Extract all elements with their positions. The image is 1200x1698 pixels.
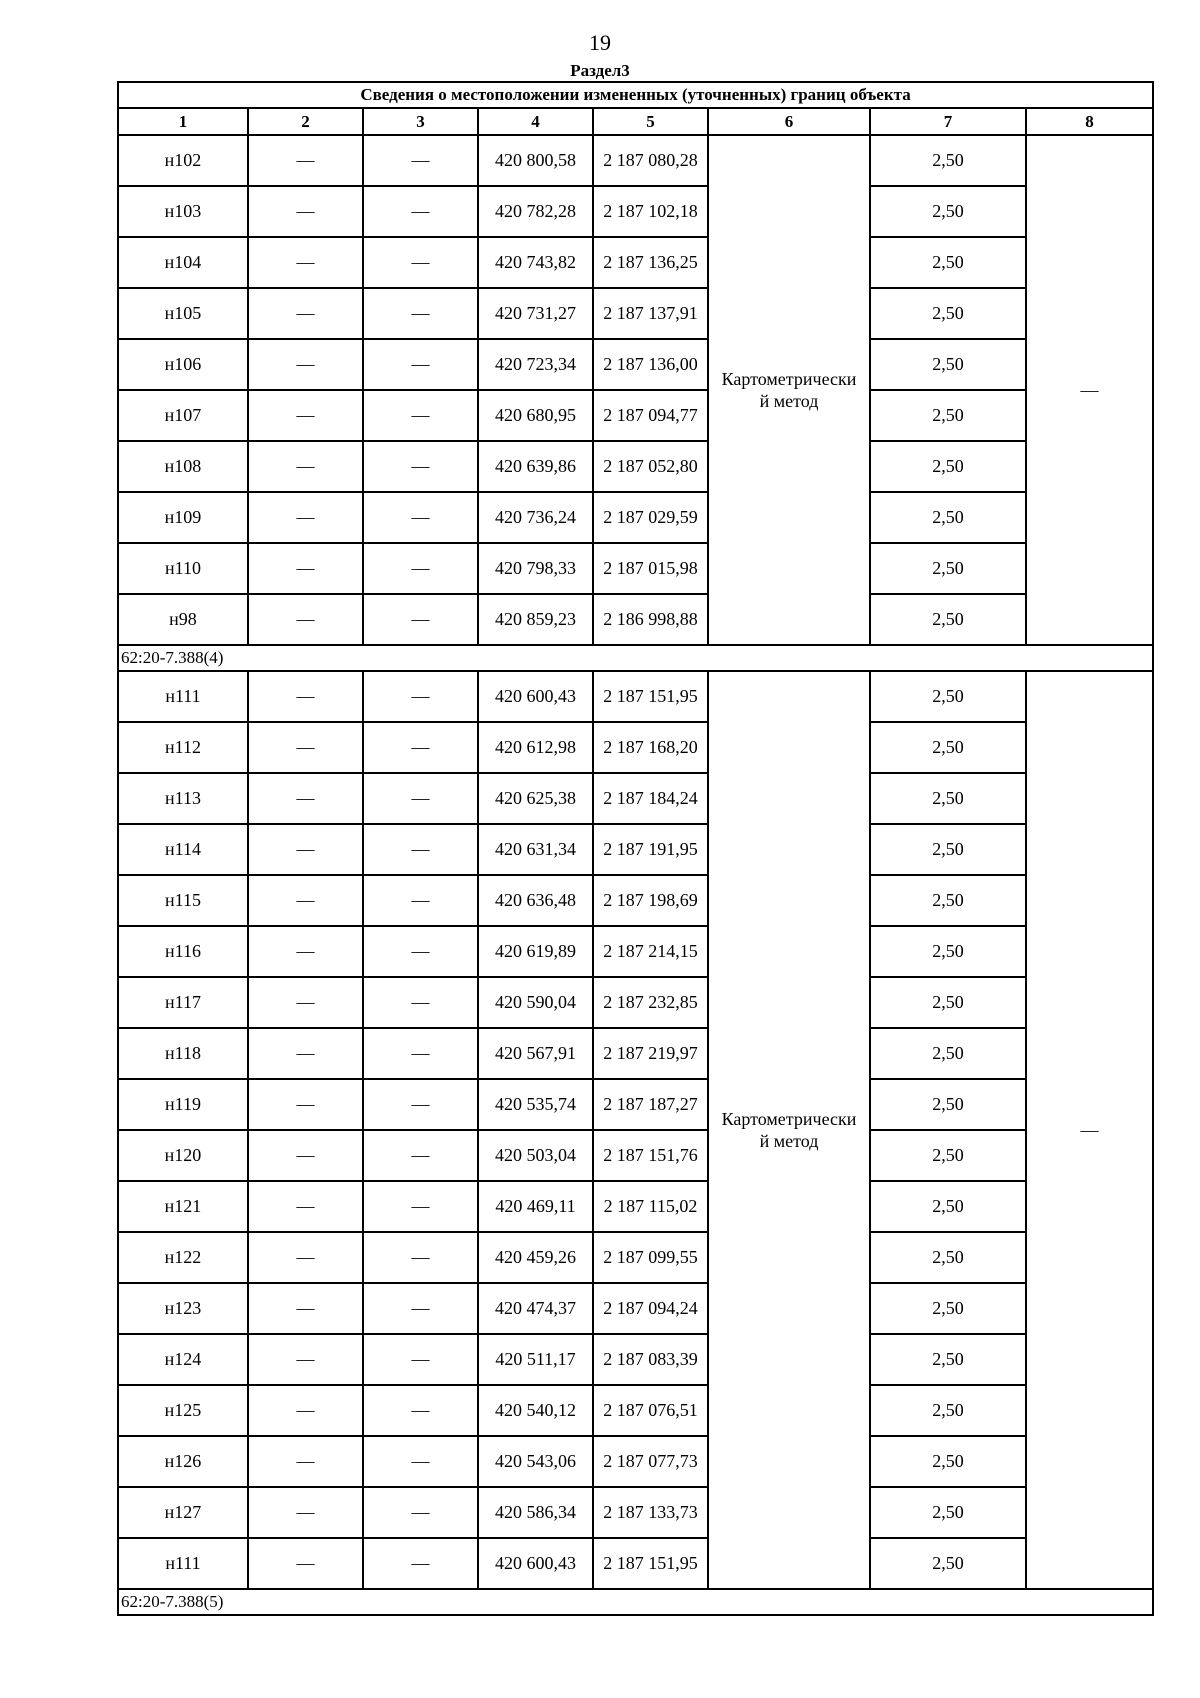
col3-value: — (363, 773, 478, 824)
table-row (118, 1130, 1153, 1181)
y-coordinate: 2 187 187,27 (593, 1079, 708, 1130)
y-coordinate: 2 187 151,76 (593, 1130, 708, 1181)
x-coordinate: 420 590,04 (478, 977, 593, 1028)
column-header: 4 (478, 108, 593, 135)
table-row (118, 1079, 1153, 1130)
method-cell (708, 135, 870, 645)
x-coordinate: 420 680,95 (478, 390, 593, 441)
col2-value: — (248, 1436, 363, 1487)
accuracy-value: 2,50 (870, 1334, 1026, 1385)
table-row (118, 926, 1153, 977)
x-coordinate: 420 723,34 (478, 339, 593, 390)
table-row (118, 1181, 1153, 1232)
col3-value: — (363, 237, 478, 288)
col2-value: — (248, 492, 363, 543)
column-header-row (118, 108, 1153, 135)
point-name: н111 (118, 1538, 248, 1589)
y-coordinate: 2 187 102,18 (593, 186, 708, 237)
col3-value: — (363, 1538, 478, 1589)
col3-value: — (363, 671, 478, 722)
accuracy-value: 2,50 (870, 288, 1026, 339)
col2-value: — (248, 1334, 363, 1385)
y-coordinate: 2 187 029,59 (593, 492, 708, 543)
col2-value: — (248, 135, 363, 186)
x-coordinate: 420 736,24 (478, 492, 593, 543)
column-header: 6 (708, 108, 870, 135)
point-name: н124 (118, 1334, 248, 1385)
accuracy-value: 2,50 (870, 824, 1026, 875)
point-name: н111 (118, 671, 248, 722)
column-header: 8 (1026, 108, 1153, 135)
table-row (118, 543, 1153, 594)
col2-value: — (248, 186, 363, 237)
col3-value: — (363, 543, 478, 594)
table-row (118, 237, 1153, 288)
method-line: Картометрически (721, 1109, 857, 1129)
col2-value: — (248, 1028, 363, 1079)
table-row (118, 671, 1153, 722)
accuracy-value: 2,50 (870, 441, 1026, 492)
accuracy-value: 2,50 (870, 1538, 1026, 1589)
boundary-table (117, 81, 1154, 1616)
col3-value: — (363, 288, 478, 339)
y-coordinate: 2 187 191,95 (593, 824, 708, 875)
table-row (118, 186, 1153, 237)
y-coordinate: 2 187 080,28 (593, 135, 708, 186)
table-row (118, 1538, 1153, 1589)
col3-value: — (363, 875, 478, 926)
col2-value: — (248, 671, 363, 722)
point-name: н115 (118, 875, 248, 926)
table-row (118, 1232, 1153, 1283)
col3-value: — (363, 1436, 478, 1487)
col2-value: — (248, 773, 363, 824)
table-row (118, 875, 1153, 926)
table-row (118, 824, 1153, 875)
point-name: н123 (118, 1283, 248, 1334)
y-coordinate: 2 187 137,91 (593, 288, 708, 339)
point-name: н102 (118, 135, 248, 186)
col3-value: — (363, 824, 478, 875)
x-coordinate: 420 543,06 (478, 1436, 593, 1487)
col3-value: — (363, 186, 478, 237)
point-name: н103 (118, 186, 248, 237)
col2-value: — (248, 875, 363, 926)
y-coordinate: 2 186 998,88 (593, 594, 708, 645)
table-row (118, 773, 1153, 824)
x-coordinate: 420 636,48 (478, 875, 593, 926)
y-coordinate: 2 187 052,80 (593, 441, 708, 492)
method-line: й метод (759, 1131, 819, 1151)
table-row (118, 339, 1153, 390)
point-name: н113 (118, 773, 248, 824)
table-row (118, 390, 1153, 441)
x-coordinate: 420 511,17 (478, 1334, 593, 1385)
y-coordinate: 2 187 083,39 (593, 1334, 708, 1385)
col3-value: — (363, 1334, 478, 1385)
point-name: н107 (118, 390, 248, 441)
accuracy-value: 2,50 (870, 1436, 1026, 1487)
y-coordinate: 2 187 133,73 (593, 1487, 708, 1538)
col3-value: — (363, 1079, 478, 1130)
table-row (118, 722, 1153, 773)
x-coordinate: 420 639,86 (478, 441, 593, 492)
accuracy-value: 2,50 (870, 1487, 1026, 1538)
table-row (118, 441, 1153, 492)
point-name: н126 (118, 1436, 248, 1487)
x-coordinate: 420 731,27 (478, 288, 593, 339)
y-coordinate: 2 187 232,85 (593, 977, 708, 1028)
y-coordinate: 2 187 094,24 (593, 1283, 708, 1334)
col2-value: — (248, 1385, 363, 1436)
col2-value: — (248, 977, 363, 1028)
parcel-subheading: 62:20-7.388(4) (118, 645, 1153, 671)
x-coordinate: 420 631,34 (478, 824, 593, 875)
point-name: н120 (118, 1130, 248, 1181)
col2-value: — (248, 237, 363, 288)
accuracy-value: 2,50 (870, 390, 1026, 441)
y-coordinate: 2 187 136,00 (593, 339, 708, 390)
col3-value: — (363, 1130, 478, 1181)
col2-value: — (248, 1283, 363, 1334)
column-header: 1 (118, 108, 248, 135)
col3-value: — (363, 1385, 478, 1436)
accuracy-value: 2,50 (870, 926, 1026, 977)
accuracy-value: 2,50 (870, 492, 1026, 543)
table-row (118, 594, 1153, 645)
accuracy-value: 2,50 (870, 594, 1026, 645)
table-row (118, 977, 1153, 1028)
x-coordinate: 420 586,34 (478, 1487, 593, 1538)
y-coordinate: 2 187 151,95 (593, 1538, 708, 1589)
table-row (118, 1385, 1153, 1436)
point-name: н122 (118, 1232, 248, 1283)
col2-value: — (248, 1079, 363, 1130)
section-title: Раздел3 (570, 61, 630, 80)
col2-value: — (248, 1232, 363, 1283)
y-coordinate: 2 187 214,15 (593, 926, 708, 977)
y-coordinate: 2 187 076,51 (593, 1385, 708, 1436)
y-coordinate: 2 187 094,77 (593, 390, 708, 441)
y-coordinate: 2 187 184,24 (593, 773, 708, 824)
col3-value: — (363, 1232, 478, 1283)
col2-value: — (248, 926, 363, 977)
col3-value: — (363, 1181, 478, 1232)
y-coordinate: 2 187 151,95 (593, 671, 708, 722)
accuracy-value: 2,50 (870, 977, 1026, 1028)
col3-value: — (363, 1028, 478, 1079)
accuracy-value: 2,50 (870, 722, 1026, 773)
col2-value: — (248, 1181, 363, 1232)
x-coordinate: 420 798,33 (478, 543, 593, 594)
table-row (118, 1436, 1153, 1487)
col3-value: — (363, 594, 478, 645)
point-name: н112 (118, 722, 248, 773)
accuracy-value: 2,50 (870, 135, 1026, 186)
accuracy-value: 2,50 (870, 1385, 1026, 1436)
col2-value: — (248, 288, 363, 339)
x-coordinate: 420 619,89 (478, 926, 593, 977)
accuracy-value: 2,50 (870, 773, 1026, 824)
column-header: 5 (593, 108, 708, 135)
col2-value: — (248, 722, 363, 773)
point-name: н118 (118, 1028, 248, 1079)
column-header: 2 (248, 108, 363, 135)
x-coordinate: 420 567,91 (478, 1028, 593, 1079)
table-row (118, 288, 1153, 339)
table-row (118, 1028, 1153, 1079)
col2-value: — (248, 594, 363, 645)
x-coordinate: 420 782,28 (478, 186, 593, 237)
accuracy-value: 2,50 (870, 186, 1026, 237)
table-caption: Сведения о местоположении измененных (уточненных) границ объекта (118, 82, 1153, 108)
accuracy-value: 2,50 (870, 1181, 1026, 1232)
col2-value: — (248, 441, 363, 492)
accuracy-value: 2,50 (870, 1232, 1026, 1283)
x-coordinate: 420 535,74 (478, 1079, 593, 1130)
parcel-subheading: 62:20-7.388(5) (118, 1589, 1153, 1615)
point-name: н121 (118, 1181, 248, 1232)
y-coordinate: 2 187 168,20 (593, 722, 708, 773)
method-cell (708, 671, 870, 1589)
y-coordinate: 2 187 077,73 (593, 1436, 708, 1487)
x-coordinate: 420 503,04 (478, 1130, 593, 1181)
accuracy-value: 2,50 (870, 671, 1026, 722)
col2-value: — (248, 339, 363, 390)
point-name: н98 (118, 594, 248, 645)
col2-value: — (248, 543, 363, 594)
y-coordinate: 2 187 219,97 (593, 1028, 708, 1079)
point-name: н104 (118, 237, 248, 288)
accuracy-value: 2,50 (870, 237, 1026, 288)
point-name: н127 (118, 1487, 248, 1538)
x-coordinate: 420 600,43 (478, 671, 593, 722)
table-row (118, 492, 1153, 543)
col3-value: — (363, 722, 478, 773)
point-name: н117 (118, 977, 248, 1028)
x-coordinate: 420 743,82 (478, 237, 593, 288)
col2-value: — (248, 1130, 363, 1181)
col3-value: — (363, 339, 478, 390)
col2-value: — (248, 1538, 363, 1589)
y-coordinate: 2 187 136,25 (593, 237, 708, 288)
x-coordinate: 420 625,38 (478, 773, 593, 824)
x-coordinate: 420 800,58 (478, 135, 593, 186)
x-coordinate: 420 612,98 (478, 722, 593, 773)
col3-value: — (363, 977, 478, 1028)
point-name: н119 (118, 1079, 248, 1130)
y-coordinate: 2 187 099,55 (593, 1232, 708, 1283)
col2-value: — (248, 824, 363, 875)
x-coordinate: 420 540,12 (478, 1385, 593, 1436)
y-coordinate: 2 187 198,69 (593, 875, 708, 926)
x-coordinate: 420 469,11 (478, 1181, 593, 1232)
method-line: Картометрически (721, 369, 857, 389)
point-name: н105 (118, 288, 248, 339)
x-coordinate: 420 474,37 (478, 1283, 593, 1334)
col8-value: — (1026, 135, 1153, 645)
table-row (118, 1487, 1153, 1538)
col2-value: — (248, 390, 363, 441)
accuracy-value: 2,50 (870, 1028, 1026, 1079)
col2-value: — (248, 1487, 363, 1538)
accuracy-value: 2,50 (870, 1130, 1026, 1181)
accuracy-value: 2,50 (870, 875, 1026, 926)
col3-value: — (363, 1487, 478, 1538)
col3-value: — (363, 135, 478, 186)
point-name: н106 (118, 339, 248, 390)
x-coordinate: 420 600,43 (478, 1538, 593, 1589)
x-coordinate: 420 859,23 (478, 594, 593, 645)
column-header: 3 (363, 108, 478, 135)
point-name: н114 (118, 824, 248, 875)
col8-value: — (1026, 671, 1153, 1589)
table-row (118, 1334, 1153, 1385)
point-name: н116 (118, 926, 248, 977)
table-row (118, 1283, 1153, 1334)
page-number: 19 (589, 30, 611, 55)
accuracy-value: 2,50 (870, 1283, 1026, 1334)
point-name: н110 (118, 543, 248, 594)
accuracy-value: 2,50 (870, 1079, 1026, 1130)
point-name: н125 (118, 1385, 248, 1436)
col3-value: — (363, 441, 478, 492)
x-coordinate: 420 459,26 (478, 1232, 593, 1283)
point-name: н108 (118, 441, 248, 492)
table-row (118, 135, 1153, 186)
col3-value: — (363, 390, 478, 441)
y-coordinate: 2 187 015,98 (593, 543, 708, 594)
y-coordinate: 2 187 115,02 (593, 1181, 708, 1232)
method-line: й метод (759, 391, 819, 411)
accuracy-value: 2,50 (870, 339, 1026, 390)
col3-value: — (363, 492, 478, 543)
accuracy-value: 2,50 (870, 543, 1026, 594)
column-header: 7 (870, 108, 1026, 135)
col3-value: — (363, 1283, 478, 1334)
col3-value: — (363, 926, 478, 977)
point-name: н109 (118, 492, 248, 543)
